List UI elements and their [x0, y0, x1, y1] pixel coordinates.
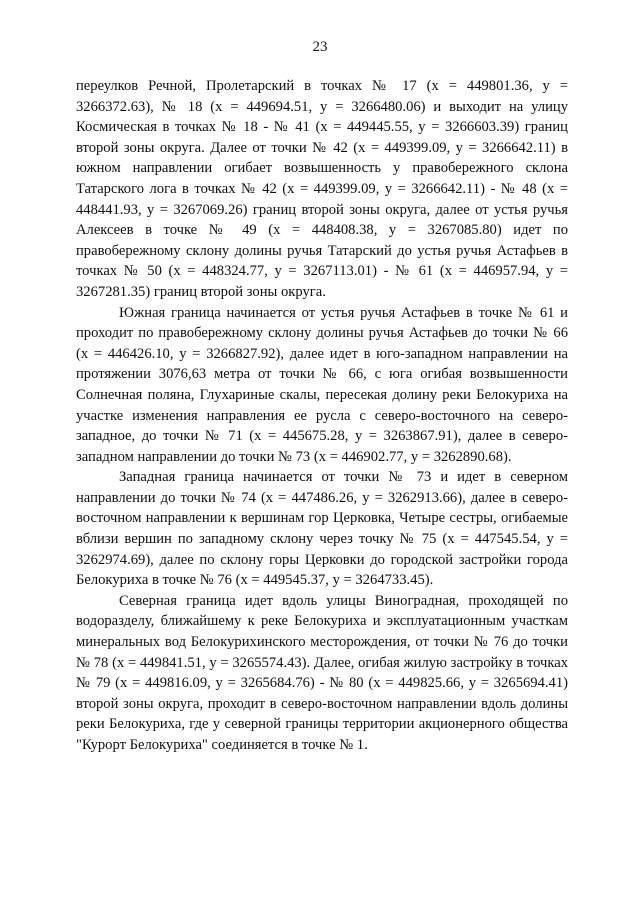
- paragraph-northern-border: Северная граница идет вдоль улицы Виноградная, проходящей по водоразделу, ближайшему к реке Белокуриха и эксплуатационным участкам минеральных вод Белокурихинского месторождения, от точки № 76 до точки № 78 (х = 449841.51, у = 3265574.43). Далее, огибая жилую застройку в точках № 79 (х = 449816.09, у = 3265684.76) - № 80 (х = 449825.66, у = 3265694.41) второй зоны округа, проходит в северо-восточном направлении вдоль долины реки Белокуриха, где у северной границы территории акционерного общества "Курорт Белокуриха" соединяется в точке № 1.: [76, 592, 568, 753]
- document-body: [76, 76, 568, 756]
- paragraph-western-border: Западная граница начинается от точки № 73 и идет в северном направлении до точки № 74 (х = 447486.26, у = 3262913.66), далее в северо-восточном направлении к вершинам гор Церковка, Четыре сестры, огибаемые вблизи вершин по западному склону через точку № 75 (х = 447545.54, у = 3262974.69), далее по склону горы Церковки до городской застройки города Белокуриха в точке № 76 (х = 449545.37, у = 3264733.45).: [76, 469, 568, 589]
- paragraph-1: переулков Речной, Пролетарский в точках № 17 (х = 449801.36, у = 3266372.63), № 18 (х = 449694.51, у = 3266480.06) и выходит на улицу Космическая в точках № 18 - № 41 (х = 449445.55, у = 3266603.39) границ второй зоны округа. Далее от точки № 42 (х = 449399.09, у = 3266642.11) в южном направлении огибает возвышенность у правобережного склона Татарского лога в точках № 42 (х = 449399.09, у = 3266642.11) - № 48 (х = 448441.93, у = 3267069.26) границ второй зоны округа, далее от устья ручья Алексеев в точке № 49 (х = 448408.38, у = 3267085.80) идет по правобережному склону долины ручья Татарский до устья ручья Астафьев в точках № 50 (х = 448324.77, у = 3267113.01) - № 61 (х = 446957.94, у = 3267281.35) границ второй зоны округа.: [76, 78, 568, 300]
- page-number: 23: [312, 39, 328, 55]
- paragraph-southern-border: Южная граница начинается от устья ручья Астафьев в точке № 61 и проходит по правобережному склону долины ручья Астафьев до точки № 66 (х = 446426.10, у = 3266827.92), далее идет в юго-западном направлении на протяжении 3076,63 метра от точки № 66, с юга огибая возвышенности Солнечная поляна, Глухариные скалы, пересекая долину реки Белокуриха на участке изменения направления ее русла с северо-восточного на северо-западное, до точки № 71 (х = 445675.28, у = 3263867.91), далее в северо-западном направлении до точки № 73 (х = 446902.77, у = 3262890.68).: [76, 304, 568, 465]
